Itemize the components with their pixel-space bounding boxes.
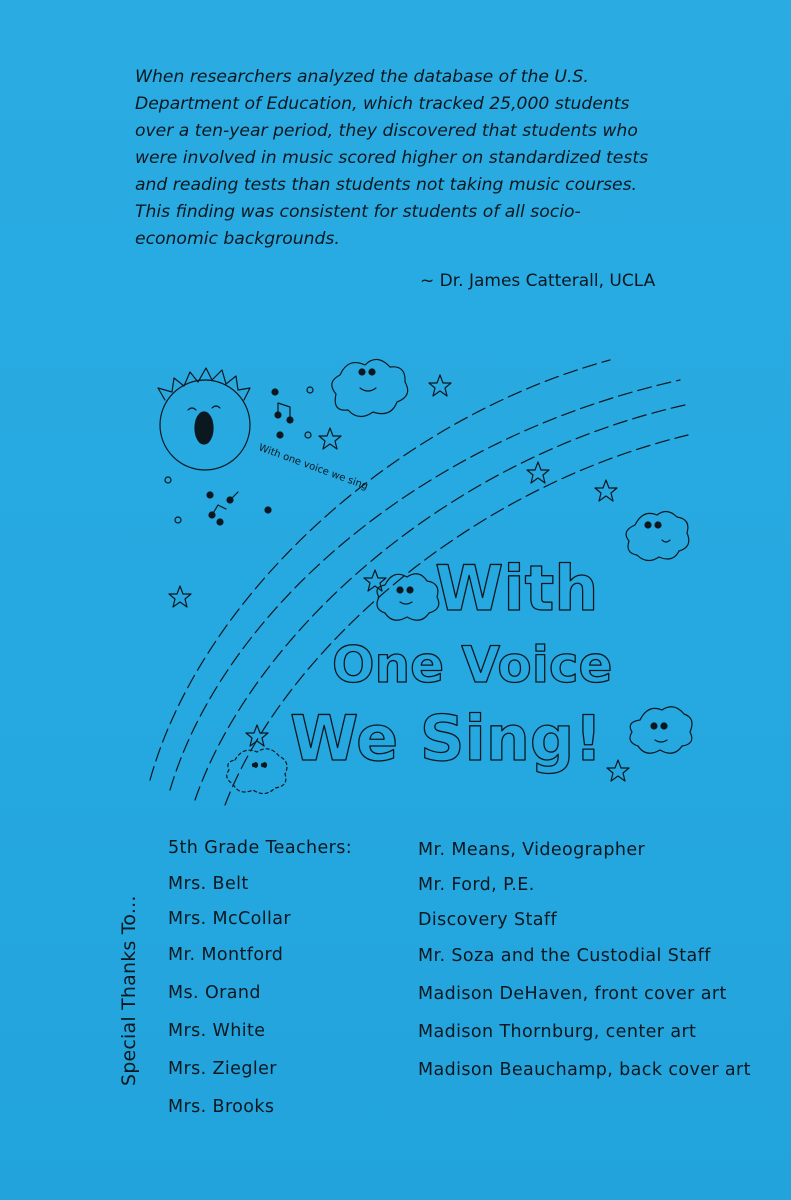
quote-line: This finding was consistent for students of all socio- xyxy=(135,202,581,222)
thanks-name: Discovery Staff xyxy=(418,910,558,930)
cloud-icon xyxy=(227,749,287,794)
cloud-icon xyxy=(626,511,689,560)
thanks-name: Mrs. Belt xyxy=(168,874,249,894)
quote-line: and reading tests than students not taking music courses. xyxy=(135,175,638,195)
thanks-name: Mr. Soza and the Custodial Staff xyxy=(418,946,711,966)
cloud-icon xyxy=(377,574,439,620)
thanks-name: Mr. Ford, P.E. xyxy=(418,875,535,895)
thanks-name: Mr. Montford xyxy=(168,945,284,965)
hand-drawn-artwork xyxy=(140,340,700,810)
bubble-title xyxy=(290,552,612,775)
quote-line: Department of Education, which tracked 25,000 students xyxy=(135,94,630,114)
quote-attribution: ~ Dr. James Catterall, UCLA xyxy=(420,271,656,291)
thanks-name: Madison DeHaven, front cover art xyxy=(418,984,727,1004)
cloud-icon xyxy=(630,707,692,753)
quote-line: economic backgrounds. xyxy=(135,229,340,249)
teachers-heading: 5th Grade Teachers: xyxy=(168,838,353,858)
thanks-name: Madison Beauchamp, back cover art xyxy=(418,1060,751,1080)
research-quote xyxy=(135,64,695,253)
cloud-icon xyxy=(332,359,408,416)
thanks-name: Mrs. White xyxy=(168,1021,266,1041)
thanks-name: Mrs. Ziegler xyxy=(168,1059,277,1079)
thanks-name: Mr. Means, Videographer xyxy=(418,840,646,860)
thanks-name: Ms. Orand xyxy=(168,983,261,1003)
title-line-1: With xyxy=(435,552,599,625)
quote-line: When researchers analyzed the database of the U.S. xyxy=(135,67,589,87)
singing-sun-icon xyxy=(158,368,250,470)
quote-line: were involved in music scored higher on standardized tests xyxy=(135,148,649,168)
thanks-name: Mrs. Brooks xyxy=(168,1097,275,1117)
quote-line: over a ten-year period, they discovered that students who xyxy=(135,121,638,141)
art-caption: With one voice we sing xyxy=(256,442,370,493)
title-line-3: We Sing! xyxy=(290,702,603,775)
thanks-name: Mrs. McCollar xyxy=(168,909,292,929)
thanks-name: Madison Thornburg, center art xyxy=(418,1022,697,1042)
special-thanks-heading: Special Thanks To... xyxy=(118,895,140,1086)
title-line-2: One Voice xyxy=(332,636,613,694)
